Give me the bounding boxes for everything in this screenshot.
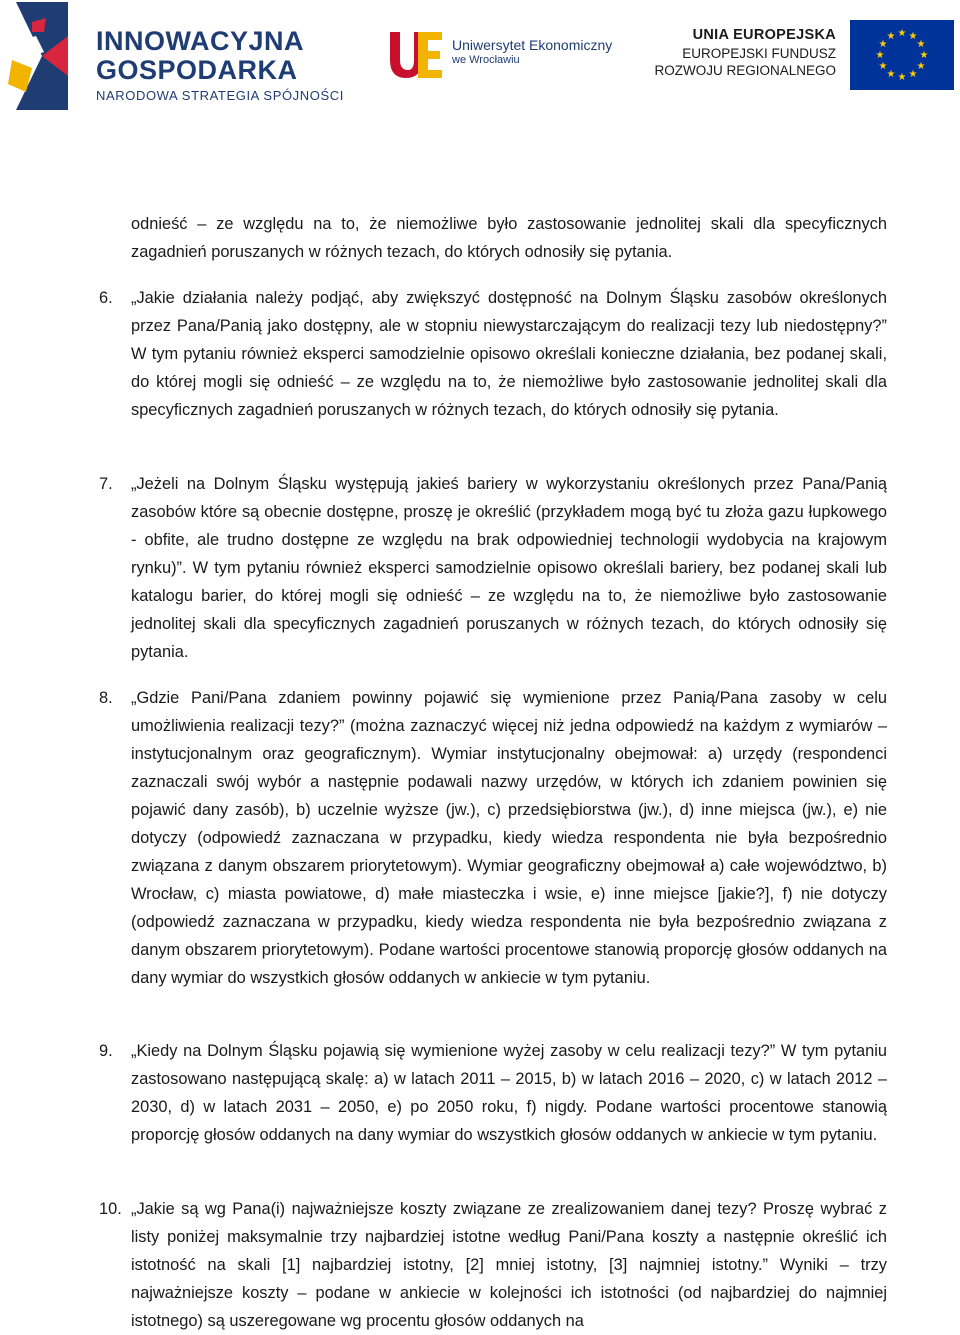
logo-left-line3: NARODOWA STRATEGIA SPÓJNOŚCI [96, 88, 344, 103]
list-item-text: „Jeżeli na Dolnym Śląsku występują jakieś bariery w wykorzystaniu określonych przez Pana/Panią zasobów które są obecnie dostępne, proszę je określić (przykładem mogą być tu złoża gazu łupkowego - obfite, ale trudno dostępne ze względu na brak odpowiedniej technologii wydobycia na krajowym rynku)”. W tym pytaniu również eksperci samodzielnie opisowo określali bariery, bez podanej skali lub katalogu barier, do której mogli się odnieść – ze względu na to, że niemożliwe było zastosowanie jednolitej skali dla specyficznych zagadnień poruszanych w różnych tezach, do których odnosiły się pytania. [131, 475, 887, 661]
logo-left-line1: INNOWACYJNA [96, 26, 305, 56]
list-item-text: „Gdzie Pani/Pana zdaniem powinny pojawić się wymienione przez Panią/Pana zasoby w celu umożliwienia realizacji tezy?” (można zaznaczyć więcej niż jedna odpowiedź na każdym z wymiarów – instytucjonalnym oraz geograficznym). Wymiar instytucjonalny obejmował: a) urzędy (respondenci zaznaczali swój wybór a następnie podawali nazwy urzędów, w których ich zdaniem powinien się pojawić dany zasób), b) uczelnie wyższe (jw.), c) przedsiębiorstwa (jw.), d) inne miejsca (jw.), e) nie dotyczy (odpowiedź zaznaczana w przypadku, kiedy wiedza respondenta nie była bezpośrednio związana z danym obszarem priorytetowym). Wymiar geograficzny obejmował a) całe województwo, b) Wrocław, c) miasta powiatowe, d) małe miasteczka i wsie, e) inne miejsce [jakie?], f) nie dotyczy (odpowiedź zaznaczana w przypadku, kiedy wiedza respondenta nie była bezpośrednio związana z danym obszarem priorytetowym). Podane wartości procentowe stanowią proporcję głosów oddanych na dany wymiar do wszystkich głosów oddanych w ankiecie w tym pytaniu. [131, 689, 887, 987]
svg-text:★: ★ [916, 39, 926, 50]
svg-text:★: ★ [886, 31, 896, 42]
svg-text:★: ★ [908, 69, 918, 80]
list-item-text: „Jakie są wg Pana(i) najważniejsze koszty związane ze zrealizowaniem danej tezy? Proszę wybrać z listy poniżej maksymalnie trzy najbardziej istotne według Pani/Pana koszty a następnie określić ich istotność na skali [1] najbardziej istotny, [2] mniej istotny, [3] najmniej istotny.” Wyniki – trzy najważniejsze koszty – podane w ankiecie w kolejności ich istotności (od najbardziej do najmniej istotnego) są uszeregowane wg procentu głosów oddanych na [131, 1200, 887, 1330]
list-item-number: 8. [99, 689, 113, 707]
list-item-number: 6. [99, 289, 113, 307]
innowacyjna-gospodarka-logo-icon [2, 2, 68, 110]
continuation-paragraph: odnieść – ze względu na to, że niemożliwe było zastosowanie jednolitej skali dla specyficznych zagadnień poruszanych w różnych tezach, do których odnosiły się pytania. [131, 215, 887, 261]
ue-wroclaw-logo-text [452, 37, 612, 67]
svg-text:★: ★ [908, 31, 918, 42]
logo-left-line2: GOSPODARKA [96, 55, 298, 85]
logo-right-line2: EUROPEJSKI FUNDUSZ [682, 46, 836, 61]
logo-center-line1: Uniwersytet Ekonomiczny [452, 37, 613, 53]
svg-text:★: ★ [886, 69, 896, 80]
svg-text:★: ★ [919, 50, 929, 61]
svg-text:★: ★ [916, 61, 926, 72]
eu-fund-text [654, 26, 836, 79]
logo-center-line2: we Wrocławiu [452, 54, 520, 66]
svg-text:★: ★ [897, 28, 907, 39]
svg-text:★: ★ [878, 61, 888, 72]
eu-flag-icon [850, 20, 954, 90]
page-header [0, 0, 960, 115]
list-item-text: „Kiedy na Dolnym Śląsku pojawią się wymienione wyżej zasoby w celu realizacji tezy?” W tym pytaniu zastosowano następującą skalę: a) w latach 2011 – 2015, b) w latach 2016 – 2020, c) w latach 2012 – 2030, d) w latach 2031 – 2050, e) po 2050 roku, f) nigdy. Podane wartości procentowe stanowią proporcję głosów oddanych na dany wymiar do wszystkich głosów oddanych w ankiecie w tym pytaniu. [131, 1042, 887, 1144]
logo-right-line3: ROZWOJU REGIONALNEGO [654, 63, 836, 78]
innowacyjna-gospodarka-logo-text [96, 27, 344, 103]
list-item-text: „Jakie działania należy podjąć, aby zwiększyć dostępność na Dolnym Śląsku zasobów określonych przez Pana/Panią jako dostępny, ale w stopniu niewystarczającym do realizacji tezy lub niedostępny?” W tym pytaniu również eksperci samodzielnie opisowo określali konieczne działania, bez podanej skali, do której mogli się odnieść – ze względu na to, że niemożliwe było zastosowanie jednolitej skali dla specyficznych zagadnień poruszanych w różnych tezach, do których odnosiły się pytania. [131, 289, 887, 419]
svg-text:★: ★ [897, 72, 907, 83]
svg-text:★: ★ [875, 50, 885, 61]
svg-text:★: ★ [878, 39, 888, 50]
list-item-number: 9. [99, 1042, 113, 1060]
ue-wroclaw-logo-icon [388, 30, 444, 80]
logo-right-line1: UNIA EUROPEJSKA [692, 27, 836, 43]
list-item-number: 10. [99, 1200, 122, 1218]
list-item-number: 7. [99, 475, 113, 493]
